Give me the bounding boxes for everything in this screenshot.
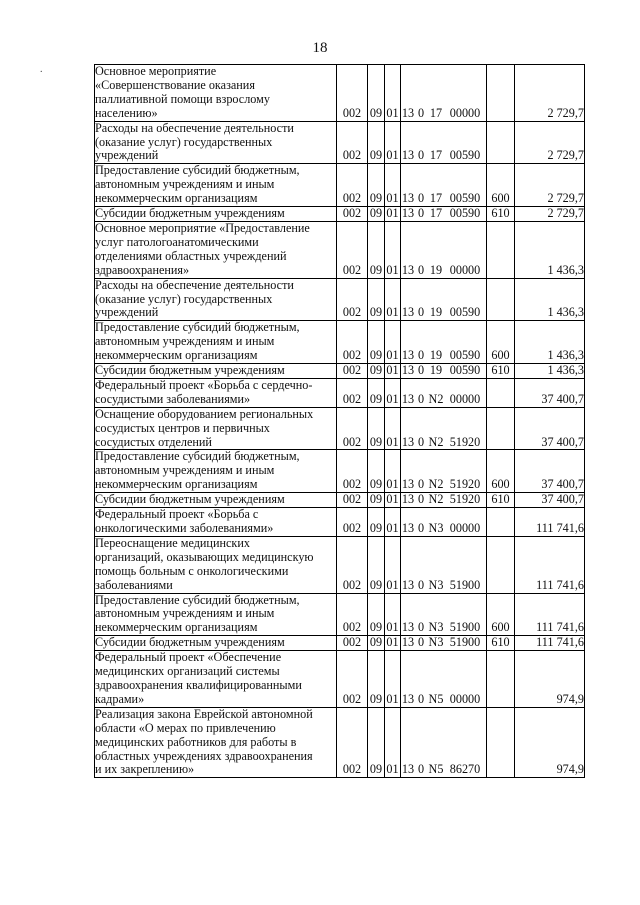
target-article-part: 00000 [449, 521, 481, 535]
amount-value: 37 400,7 [515, 493, 585, 508]
target-article-part: 51900 [449, 635, 481, 650]
target-article-part: N3 [428, 521, 444, 535]
section-code: 09 [368, 636, 385, 651]
table-row [95, 65, 585, 122]
amount-value: 37 400,7 [515, 407, 585, 450]
row-name-line: Предоставление субсидий бюджетным, [95, 593, 300, 607]
amount-value: 974,9 [515, 651, 585, 708]
target-article-part: 13 [401, 434, 415, 449]
table-row [95, 593, 585, 636]
target-article-part: 0 [417, 635, 425, 650]
row-name-cell [95, 121, 337, 164]
target-article-part: 0 [417, 434, 425, 449]
target-article-part: 0 [417, 477, 425, 492]
row-name-line: услуг патологоанатомическими [95, 234, 259, 249]
section-code: 09 [368, 221, 385, 278]
target-article-part: 86270 [449, 762, 481, 777]
amount-value: 111 741,6 [515, 593, 585, 636]
grbs-code: 002 [337, 221, 368, 278]
grbs-code: 002 [337, 207, 368, 222]
row-name-line: Основное мероприятие [95, 64, 217, 78]
target-article-part: 13 [401, 620, 415, 635]
grbs-code: 002 [337, 121, 368, 164]
row-name-cell [95, 321, 337, 364]
target-article-code [401, 636, 487, 651]
section-code: 09 [368, 493, 385, 508]
row-name-line: «Совершенствование оказания [95, 77, 255, 92]
row-name-line: автономным учреждениям и иным [95, 463, 275, 478]
subsection-code: 01 [385, 536, 401, 593]
target-article-part: 13 [401, 105, 415, 120]
target-article-part: 00590 [449, 305, 481, 320]
grbs-code: 002 [337, 493, 368, 508]
subsection-code: 01 [385, 593, 401, 636]
target-article-part: 19 [429, 363, 443, 378]
target-article-code [401, 508, 487, 537]
target-article-part: 0 [417, 577, 425, 592]
row-name-line: сосудистых центров и первичных [95, 420, 270, 435]
target-article-part: N2 [428, 477, 444, 492]
row-name-line: медицинских работников для работы в [95, 734, 297, 749]
section-code: 09 [368, 407, 385, 450]
section-code: 09 [368, 593, 385, 636]
subsection-code: 01 [385, 321, 401, 364]
table-row [95, 364, 585, 379]
row-name-line: паллиативной помощи взрослому [95, 91, 270, 106]
target-article-code [401, 407, 487, 450]
section-code: 09 [368, 321, 385, 364]
expense-type-code: 600 [487, 450, 515, 493]
target-article-part: 0 [417, 191, 425, 206]
table-row [95, 651, 585, 708]
row-name-line: автономным учреждениям и иным [95, 177, 275, 192]
table-row [95, 707, 585, 778]
target-article-part: 0 [417, 148, 425, 163]
table-row [95, 207, 585, 222]
row-name-cell [95, 221, 337, 278]
row-name-line: Предоставление субсидий бюджетным, [95, 449, 300, 464]
target-article-part: 13 [401, 762, 415, 777]
target-article-part: N2 [428, 391, 444, 406]
subsection-code: 01 [385, 407, 401, 450]
target-article-part: 0 [417, 105, 425, 120]
grbs-code: 002 [337, 65, 368, 122]
amount-value: 974,9 [515, 707, 585, 778]
target-article-part: 00000 [449, 105, 481, 120]
row-name-cell [95, 164, 337, 207]
row-name-cell [95, 508, 337, 537]
grbs-code: 002 [337, 278, 368, 321]
section-code: 09 [368, 65, 385, 122]
row-name-line: областных учреждениях здравоохранения [95, 748, 313, 763]
row-name-line: некоммерческим организациям [95, 191, 258, 206]
target-article-code [401, 651, 487, 708]
grbs-code: 002 [337, 508, 368, 537]
row-name-line: (оказание услуг) государственных [95, 291, 273, 306]
row-name-line: Реализация закона Еврейской автономной [95, 707, 313, 721]
subsection-code: 01 [385, 164, 401, 207]
row-name-line: Федеральный проект «Борьба с [95, 507, 259, 522]
target-article-part: 00590 [449, 148, 481, 163]
row-name-line: некоммерческим организациям [95, 348, 258, 363]
grbs-code: 002 [337, 364, 368, 379]
row-name-line: некоммерческим организациям [95, 477, 258, 492]
row-name-line: заболеваниями [95, 577, 173, 592]
table-row [95, 493, 585, 508]
amount-value: 111 741,6 [515, 536, 585, 593]
section-code: 09 [368, 378, 385, 407]
row-name-line: Расходы на обеспечение деятельности [95, 278, 294, 292]
amount-value: 1 436,3 [515, 221, 585, 278]
target-article-part: 13 [401, 363, 415, 378]
expense-type-code: 610 [487, 493, 515, 508]
target-article-part: 13 [401, 577, 415, 592]
target-article-part: 51920 [449, 477, 481, 492]
target-article-part: 13 [401, 148, 415, 163]
row-name-line: организаций, оказывающих медицинскую [95, 549, 314, 564]
row-name-line: Субсидии бюджетным учреждениям [95, 492, 285, 507]
row-name-cell [95, 636, 337, 651]
section-code: 09 [368, 450, 385, 493]
expense-type-code: 610 [487, 364, 515, 379]
subsection-code: 01 [385, 221, 401, 278]
target-article-part: 0 [417, 305, 425, 320]
target-article-part: 0 [417, 391, 425, 406]
target-article-part: 51920 [449, 434, 481, 449]
expense-type-code: 610 [487, 207, 515, 222]
row-name-cell [95, 450, 337, 493]
row-name-line: сосудистых отделений [95, 434, 212, 449]
row-name-line: Переоснащение медицинских [95, 536, 250, 550]
expense-type-code: 600 [487, 164, 515, 207]
amount-value: 2 729,7 [515, 164, 585, 207]
row-name-line: Оснащение оборудованием региональных [95, 407, 314, 421]
row-name-line: Федеральный проект «Борьба с сердечно- [95, 378, 313, 392]
target-article-part: 51900 [449, 620, 481, 635]
grbs-code: 002 [337, 707, 368, 778]
target-article-part: 13 [401, 635, 415, 650]
target-article-part: N3 [428, 577, 444, 592]
target-article-part: 00000 [449, 691, 481, 706]
target-article-part: 19 [429, 262, 443, 277]
target-article-part: 0 [417, 620, 425, 635]
table-row [95, 164, 585, 207]
target-article-part: 13 [401, 305, 415, 320]
row-name-line: медицинских организаций системы [95, 664, 280, 679]
grbs-code: 002 [337, 321, 368, 364]
row-name-line: Предоставление субсидий бюджетным, [95, 320, 300, 335]
target-article-code [401, 221, 487, 278]
expense-type-code [487, 65, 515, 122]
target-article-code [401, 278, 487, 321]
page-number: 18 [312, 40, 328, 56]
section-code: 09 [368, 164, 385, 207]
expense-type-code [487, 121, 515, 164]
grbs-code: 002 [337, 378, 368, 407]
row-name-cell [95, 651, 337, 708]
target-article-part: N3 [428, 635, 444, 650]
amount-value: 37 400,7 [515, 378, 585, 407]
row-name-line: Федеральный проект «Обеспечение [95, 650, 282, 665]
row-name-line: некоммерческим организациям [95, 620, 258, 635]
target-article-part: 00590 [449, 363, 481, 378]
target-article-part: N5 [428, 691, 444, 706]
row-name-line: здравоохранения» [95, 262, 190, 277]
row-name-line: онкологическими заболеваниями» [95, 521, 274, 535]
row-name-line: Предоставление субсидий бюджетным, [95, 163, 300, 178]
margin-mark: . [40, 64, 43, 75]
subsection-code: 01 [386, 492, 399, 507]
row-name-line: Субсидии бюджетным учреждениям [95, 206, 285, 221]
expense-type-code [487, 508, 515, 537]
table-row [95, 121, 585, 164]
row-name-line: сосудистыми заболеваниями» [95, 391, 251, 406]
expense-type-code: 600 [487, 593, 515, 636]
target-article-code [401, 378, 487, 407]
target-article-part: 0 [417, 762, 425, 777]
expense-type-code [487, 278, 515, 321]
amount-value: 111 741,6 [515, 508, 585, 537]
target-article-part: 13 [401, 206, 415, 221]
expense-type-code [487, 221, 515, 278]
row-name-cell [95, 364, 337, 379]
subsection-code: 01 [385, 450, 401, 493]
section-code: 09 [368, 707, 385, 778]
expense-type-code [487, 536, 515, 593]
row-name-line: учреждений [95, 148, 159, 163]
grbs-code: 002 [337, 536, 368, 593]
target-article-part: 19 [429, 305, 443, 320]
target-article-part: 51920 [449, 492, 481, 507]
row-name-line: Расходы на обеспечение деятельности [95, 121, 294, 135]
target-article-part: N2 [428, 434, 444, 449]
target-article-code [401, 593, 487, 636]
amount-value: 111 741,6 [515, 636, 585, 651]
target-article-part: 13 [401, 492, 415, 507]
grbs-code: 002 [337, 651, 368, 708]
grbs-code: 002 [337, 450, 368, 493]
target-article-code [401, 207, 487, 222]
row-name-line: Субсидии бюджетным учреждениям [95, 635, 285, 650]
target-article-part: 13 [401, 521, 415, 535]
target-article-code [401, 707, 487, 778]
row-name-line: автономным учреждениям и иным [95, 606, 275, 621]
amount-value: 2 729,7 [515, 65, 585, 122]
target-article-part: 00000 [449, 262, 481, 277]
row-name-cell [95, 536, 337, 593]
target-article-part: 19 [429, 348, 443, 363]
table-row [95, 221, 585, 278]
row-name-cell [95, 207, 337, 222]
amount-value: 1 436,3 [515, 278, 585, 321]
row-name-line: Основное мероприятие «Предоставление [95, 221, 310, 235]
grbs-code: 002 [337, 164, 368, 207]
section-code: 09 [368, 536, 385, 593]
row-name-cell [95, 278, 337, 321]
target-article-part: 0 [417, 363, 425, 378]
target-article-part: 00590 [449, 348, 481, 363]
expense-type-code [487, 707, 515, 778]
row-name-line: учреждений [95, 305, 159, 320]
expense-type-code [487, 407, 515, 450]
target-article-part: 13 [401, 262, 415, 277]
target-article-part: 17 [429, 148, 443, 163]
budget-table-body [95, 65, 585, 778]
table-row [95, 508, 585, 537]
table-row [95, 407, 585, 450]
amount-value: 1 436,3 [515, 321, 585, 364]
amount-value: 37 400,7 [515, 450, 585, 493]
expense-type-code: 610 [487, 636, 515, 651]
table-row [95, 321, 585, 364]
budget-table [94, 64, 585, 778]
target-article-part: 0 [417, 691, 425, 706]
target-article-part: 00590 [449, 191, 481, 206]
section-code: 09 [368, 508, 385, 537]
section-code: 09 [368, 651, 385, 708]
target-article-part: 0 [417, 206, 425, 221]
row-name-cell [95, 65, 337, 122]
amount-value: 1 436,3 [515, 364, 585, 379]
target-article-part: 0 [417, 348, 425, 363]
subsection-code: 01 [385, 508, 401, 537]
grbs-code: 002 [337, 407, 368, 450]
grbs-code: 002 [337, 593, 368, 636]
target-article-part: 17 [429, 206, 443, 221]
target-article-part: 13 [401, 477, 415, 492]
subsection-code: 01 [385, 651, 401, 708]
row-name-line: отделениями областных учреждений [95, 248, 287, 263]
target-article-part: 13 [401, 191, 415, 206]
subsection-code: 01 [385, 121, 401, 164]
expense-type-code [487, 378, 515, 407]
row-name-cell [95, 707, 337, 778]
amount-value: 2 729,7 [515, 121, 585, 164]
target-article-code [401, 493, 487, 508]
row-name-cell [95, 493, 337, 508]
row-name-line: области «О мерах по привлечению [95, 720, 276, 735]
table-row [95, 636, 585, 651]
amount-value: 2 729,7 [515, 207, 585, 222]
row-name-line: (оказание услуг) государственных [95, 134, 273, 149]
target-article-part: 17 [429, 105, 443, 120]
expense-type-code: 600 [487, 321, 515, 364]
target-article-part: N3 [428, 620, 444, 635]
section-code: 09 [368, 364, 385, 379]
target-article-part: 00000 [449, 391, 481, 406]
subsection-code: 01 [385, 378, 401, 407]
target-article-code [401, 450, 487, 493]
target-article-code [401, 364, 487, 379]
target-article-part: 51900 [449, 577, 481, 592]
target-article-code [401, 536, 487, 593]
row-name-line: кадрами» [95, 691, 145, 706]
row-name-cell [95, 593, 337, 636]
row-name-line: автономным учреждениям и иным [95, 334, 275, 349]
subsection-code: 01 [386, 363, 399, 378]
target-article-part: 13 [401, 391, 415, 406]
row-name-cell [95, 378, 337, 407]
table-row [95, 450, 585, 493]
grbs-code: 002 [337, 636, 368, 651]
target-article-code [401, 65, 487, 122]
row-name-cell [95, 407, 337, 450]
subsection-code: 01 [385, 278, 401, 321]
target-article-part: 00590 [449, 206, 481, 221]
section-code: 09 [368, 121, 385, 164]
target-article-part: 13 [401, 348, 415, 363]
section-code: 09 [368, 207, 385, 222]
row-name-line: Субсидии бюджетным учреждениям [95, 363, 285, 378]
target-article-code [401, 164, 487, 207]
subsection-code: 01 [385, 707, 401, 778]
table-row [95, 536, 585, 593]
row-name-line: населению» [95, 105, 158, 120]
expense-type-code [487, 651, 515, 708]
target-article-part: 0 [417, 262, 425, 277]
table-row [95, 278, 585, 321]
row-name-line: помощь больным с онкологическими [95, 563, 289, 578]
row-name-line: здравоохранения квалифицированными [95, 677, 302, 692]
target-article-code [401, 121, 487, 164]
target-article-part: N2 [428, 492, 444, 507]
subsection-code: 01 [386, 635, 399, 650]
row-name-line: и их закреплению» [95, 762, 195, 777]
target-article-code [401, 321, 487, 364]
target-article-part: 13 [401, 691, 415, 706]
target-article-part: 0 [417, 521, 425, 535]
subsection-code: 01 [385, 65, 401, 122]
subsection-code: 01 [386, 206, 399, 221]
table-row [95, 378, 585, 407]
target-article-part: N5 [428, 762, 444, 777]
target-article-part: 0 [417, 492, 425, 507]
target-article-part: 17 [429, 191, 443, 206]
section-code: 09 [368, 278, 385, 321]
